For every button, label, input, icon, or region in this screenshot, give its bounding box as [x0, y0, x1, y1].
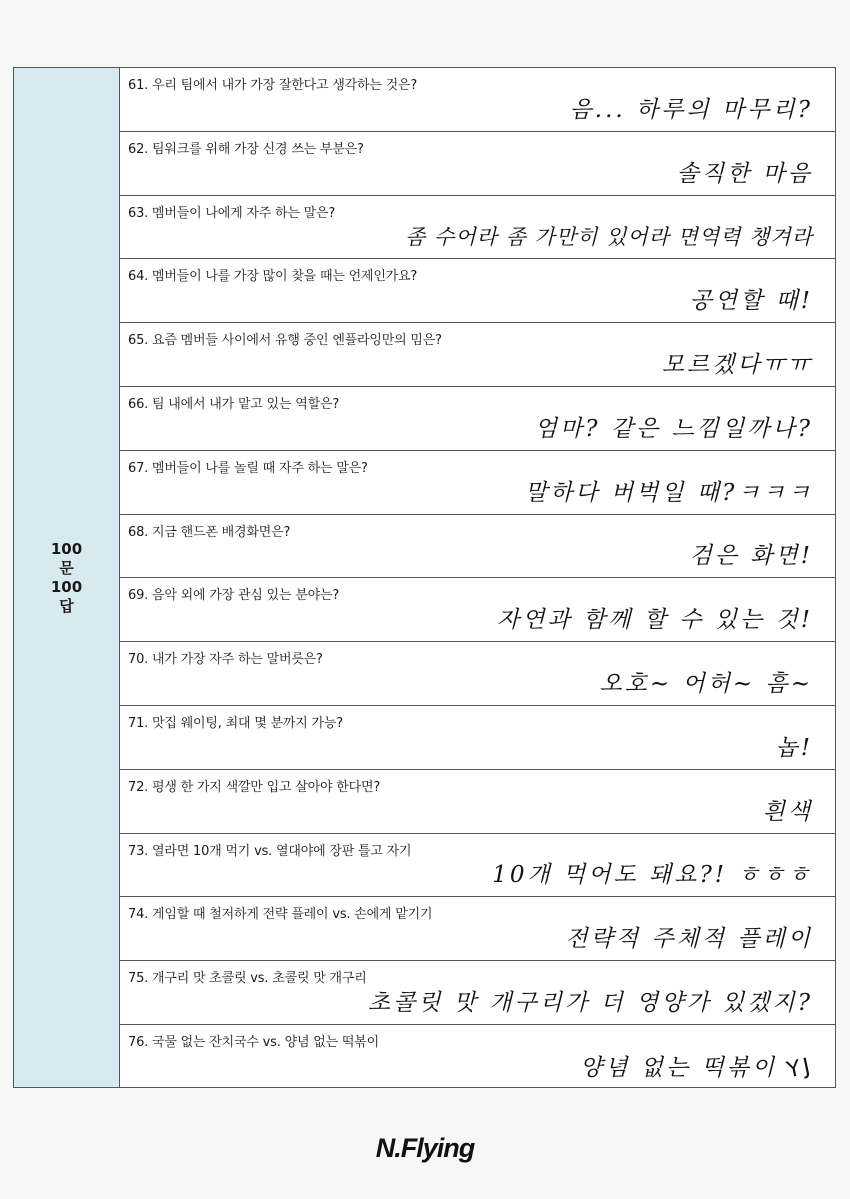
qa-row [120, 259, 835, 323]
nflying-logo: N.Flying [375, 1133, 475, 1163]
question-text: 69. 음악 외에 가장 관심 있는 분야는? [128, 588, 340, 604]
question-text: 67. 멤버들이 나를 놀릴 때 자주 하는 말은? [128, 460, 368, 476]
question-text: 70. 내가 가장 자주 하는 말버릇은? [128, 652, 323, 668]
qa-row [120, 1025, 835, 1089]
question-text: 71. 맛집 웨이팅, 최대 몇 분까지 가능? [128, 716, 343, 731]
question-text: 65. 요즘 멤버들 사이에서 유행 중인 엔플라잉만의 밈은? [128, 333, 442, 349]
qa-row [120, 515, 835, 579]
qa-row [120, 706, 835, 770]
handwritten-answer: 흰색 [762, 798, 813, 825]
handwritten-answer: 음... 하루의 마무리? [569, 96, 813, 123]
handwritten-answer: 솔직한 마음 [676, 160, 813, 187]
sidebar-line: 100 [50, 577, 83, 596]
question-text: 68. 지금 핸드폰 배경화면은? [128, 524, 291, 540]
question-text: 76. 국물 없는 잔치국수 vs. 양념 없는 떡볶이 [128, 1035, 379, 1050]
handwritten-answer: 공연할 때! [689, 288, 813, 315]
question-text: 74. 게임할 때 철저하게 전략 플레이 vs. 손에게 맡기기 [128, 907, 433, 923]
question-text: 61. 우리 팀에서 내가 가장 잘한다고 생각하는 것은? [128, 78, 418, 93]
handwritten-answer: 놉! [775, 734, 813, 761]
qa-row [120, 834, 835, 898]
handwritten-answer: 초콜릿 맛 개구리가 더 영양가 있겠지? [367, 989, 813, 1016]
sidebar-title [51, 540, 82, 616]
sidebar [14, 68, 120, 1087]
handwritten-answer: 오호~ 어허~ 흠~ [599, 670, 813, 697]
question-text: 73. 열라면 10개 먹기 vs. 열대야에 장판 틀고 자기 [128, 843, 412, 859]
qa-row [120, 323, 835, 387]
qa-row [120, 961, 835, 1025]
question-text: 72. 평생 한 가지 색깔만 입고 살아야 한다면? [128, 779, 381, 795]
handwritten-answer: 전략적 주체적 플레이 [565, 926, 813, 953]
question-text: 63. 멤버들이 나에게 자주 하는 말은? [128, 205, 336, 221]
question-text: 66. 팀 내에서 내가 맡고 있는 역할은? [128, 397, 340, 412]
qa-row [120, 578, 835, 642]
question-text: 64. 멤버들이 나를 가장 많이 찾을 때는 언제인가요? [128, 269, 418, 285]
handwritten-answer: 10개 먹어도 돼요?! ㅎㅎㅎ [492, 862, 813, 889]
qa-row [120, 387, 835, 451]
handwritten-answer: 모르겠다ㅠㅠ [661, 351, 813, 378]
handwritten-answer [579, 1049, 816, 1084]
handwritten-answer: 말하다 버벅일 때?ㅋㅋㅋ [524, 479, 813, 506]
handwritten-answer: 검은 화면! [689, 543, 813, 570]
qa-row [120, 68, 835, 132]
qa-row [120, 132, 835, 196]
signature: YJ [784, 1053, 816, 1084]
handwritten-answer: 좀 수어라 좀 가만히 있어라 면역력 챙겨라 [405, 225, 813, 250]
qa-row [120, 897, 835, 961]
sidebar-line: 문 [59, 558, 74, 577]
answer-text: 양념 없는 떡볶이 [579, 1054, 778, 1081]
sidebar-line: 답 [59, 596, 74, 615]
handwritten-answer: 엄마? 같은 느낌일까나? [534, 415, 813, 442]
question-text: 75. 개구리 맛 초콜릿 vs. 초콜릿 맛 개구리 [128, 971, 367, 987]
handwritten-answer: 자연과 함께 할 수 있는 것! [497, 607, 813, 634]
qa-row [120, 196, 835, 260]
sidebar-line: 100 [50, 539, 83, 558]
question-text: 62. 팀워크를 위해 가장 신경 쓰는 부분은? [128, 141, 364, 157]
qa-row [120, 451, 835, 515]
qa-list [120, 68, 835, 1087]
qa-row [120, 642, 835, 706]
questionnaire-sheet [13, 67, 836, 1088]
qa-row [120, 770, 835, 834]
